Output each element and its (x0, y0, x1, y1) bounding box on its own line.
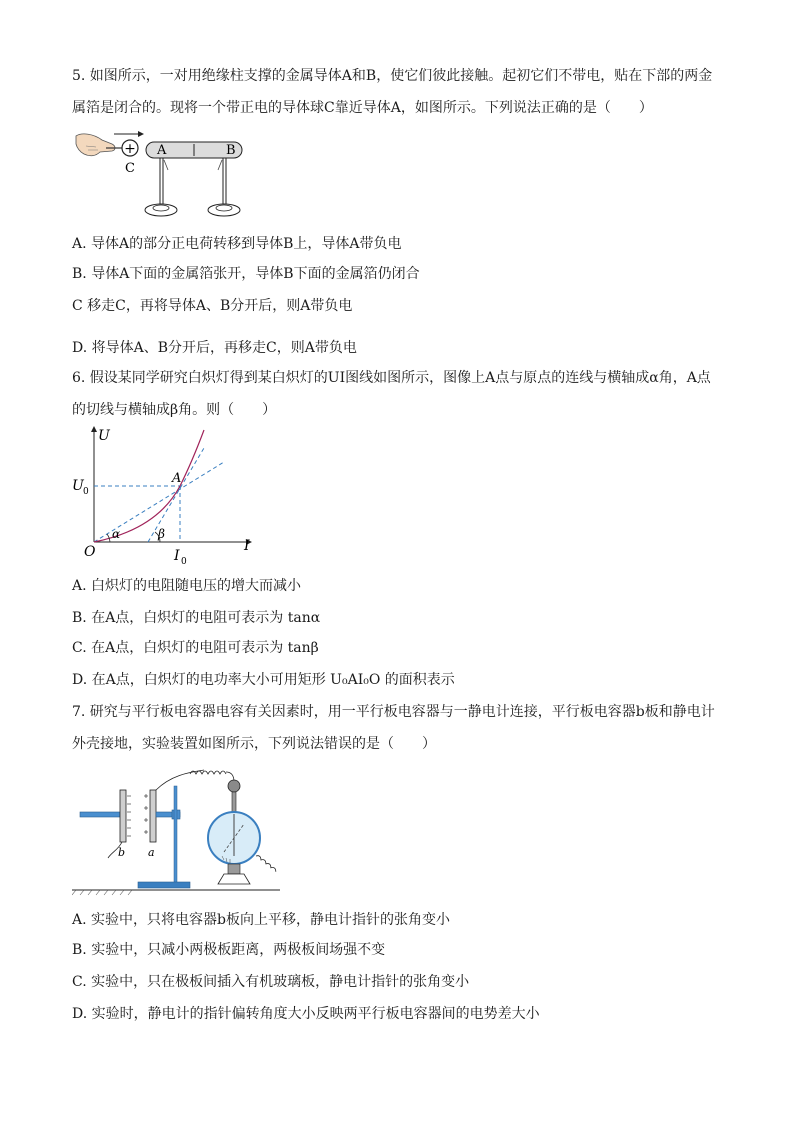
origin-o: O (84, 544, 96, 560)
axis-i: I (244, 538, 250, 554)
q6-option-c: C. 在A点，白炽灯的电阻可表示为 tanβ (72, 640, 319, 656)
label-c: C (125, 161, 135, 176)
axis-u: U (98, 428, 110, 444)
label-a: A (157, 143, 167, 158)
q6-option-a: A. 白炽灯的电阻随电压的增大而减小 (72, 578, 302, 594)
q7-figure (72, 760, 280, 896)
q5-option-d: D. 将导体A、B分开后，再移走C，则A带负电 (72, 340, 357, 356)
q6-ui-graph (64, 424, 264, 568)
q6-stem-line-2: 的切线与横轴成β角。则（ ） (72, 402, 277, 418)
q6-option-b: B. 在A点，白炽灯的电阻可表示为 tanα (72, 610, 321, 626)
plate-b (120, 790, 126, 842)
q5-stem-line-2: 属箔是闭合的。现将一个带正电的导体球C靠近导体A，如图所示。下列说法正确的是（ ） (72, 100, 653, 116)
plate-a (150, 790, 156, 842)
q5-option-a: A. 导体A的部分正电荷转移到导体B上，导体A带负电 (72, 236, 402, 252)
q7-stem-line-2: 外壳接地，实验装置如图所示，下列说法错误的是（ ） (72, 736, 436, 752)
label-b: B (226, 143, 236, 158)
alpha-label: α (112, 527, 121, 541)
q5-option-c: C 移走C，再将导体A、B分开后，则A带负电 (72, 298, 353, 314)
u0-label: U (72, 478, 84, 494)
q7-option-a: A. 实验中，只将电容器b板向上平移，静电计指针的张角变小 (72, 912, 450, 928)
q7-option-b: B. 实验中，只减小两极板距离，两极板间场强不变 (72, 942, 386, 958)
label-a: a (148, 846, 155, 859)
beta-label: β (158, 527, 165, 541)
i0-label: I (174, 548, 180, 564)
q7-option-d: D. 实验时，静电计的指针偏转角度大小反映两平行板电容器间的电势差大小 (72, 1006, 540, 1022)
plus-sign: + (124, 141, 136, 157)
q5-stem-line-1: 5. 如图所示，一对用绝缘柱支撑的金属导体A和B，使它们彼此接触。起初它们不带电，贴在下部的两金 (72, 68, 713, 84)
q5-figure (72, 126, 250, 222)
q7-stem-line-1: 7. 研究与平行板电容器电容有关因素时，用一平行板电容器与一静电计连接，平行板电容器b板和静电计 (72, 704, 715, 720)
label-b: b (118, 846, 126, 859)
q6-option-d: D. 在A点，白炽灯的电功率大小可用矩形 U₀AI₀O 的面积表示 (72, 672, 455, 688)
point-a: A (172, 471, 182, 486)
i0-sub: 0 (181, 557, 187, 567)
q6-stem-line-1: 6. 假设某同学研究白炽灯得到某白炽灯的UI图线如图所示，图像上A点与原点的连线与横轴成α角，A点 (72, 370, 711, 386)
q7-option-c: C. 实验中，只在极板间插入有机玻璃板，静电计指针的张角变小 (72, 974, 470, 990)
hand-icon (76, 134, 122, 156)
q5-option-b: B. 导体A下面的金属箔张开，导体B下面的金属箔仍闭合 (72, 266, 420, 282)
u0-sub: 0 (83, 487, 89, 497)
